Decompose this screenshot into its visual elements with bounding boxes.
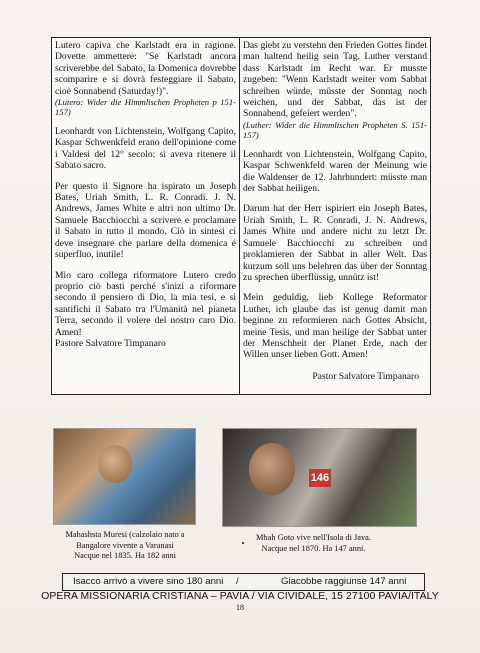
- column-divider: [239, 38, 240, 394]
- right-photo-caption: Mbah Goto vive nell'Isola di Java. Nacque nel 1870. Ha 147 anni.: [255, 533, 371, 553]
- italian-paragraph-3: Per questo il Signore ha ispirato un Joseph Bates, Uriah Smith, L. R. Conradi. J. N. Andrews, James White e altri non ultimo Dr. Samuele Bacchiocchi a scrivere e proclamare il Sabato in tutto il mondo. Ciò in sintesi ci deve insegnare che parlare della domenica é superfluo, inutile!: [55, 180, 236, 261]
- italian-paragraph-2: Leonhardt von Lichtenstein, Wolfgang Capito, Kaspar Schwenkfeld erano dell'opinione come i Valdesi del 12° secolo: si aveva ritenere il Sabato sacro.: [55, 126, 236, 172]
- footer-address: OPERA MISSIONARIA CRISTIANA – PAVIA / VIA CIVIDALE, 15 27100 PAVIA/ITALY: [41, 591, 439, 602]
- german-citation: (Luther: Wider die Himmlischen Propheten S. 151-157): [243, 119, 427, 140]
- face-shape: [98, 445, 132, 483]
- age-comparison-bar: [62, 573, 425, 591]
- italian-column: [55, 40, 236, 358]
- separator: /: [236, 576, 239, 587]
- italian-signature: Pastore Salvatore Timpanaro: [55, 337, 166, 349]
- german-paragraph-1: Das giebt zu verstehn den Frieden Gottes findet man haltend heilig sein Tag. Luther verstand dass Karlstadt im Recht war. Er musste zugeben: "Wenn Karlstadt weiter vom Sabbat schreiben würde, müsste der Sonntag noch weichen, und der Sabbat, das ist der Sonnabend, gefeiert werden". (Luther: Wider die Himmlischen Propheten S. 151-157): [243, 40, 427, 140]
- jacob-age-text: Giacobbe raggiunse 147 anni: [281, 576, 407, 587]
- isaac-age-text: Isacco arrivò a vivere sino 180 anni: [73, 576, 224, 587]
- age-badge: 146: [309, 469, 331, 487]
- left-photo-caption: Mahashsta Muresi (calzolaio nato a Bangalore vivente a Varanasi Nacque nel 1835. Ha 182 anni: [65, 530, 185, 561]
- german-column: [243, 40, 427, 391]
- photo-mahashsta-muresi: [53, 428, 196, 525]
- german-paragraph-2: Leonhardt von Lichtenstein, Wolfgang Capito, Kaspar Schwenkfeld waren der Meinung wie die Waldenser de 12. Jahrhundert: müsste man der Sabbat heiligen.: [243, 148, 427, 195]
- face-shape: [249, 443, 295, 495]
- german-signature: Pastor Salvatore Timpanaro: [312, 370, 419, 382]
- german-paragraph-4: Mein geduldig, lieb Kollege Reformator Luther, ich glaube das ist genug damit man beginne zu reformieren nach Gottes Absicht, meine Tesis, und man heilige der Sabbat unter der Menschheit der Planet Erde, nach der Willen unser lieben Gott. Amen!: [243, 292, 427, 361]
- photo-mbah-goto: [222, 428, 417, 527]
- page-number: 18: [236, 603, 244, 612]
- italian-paragraph-1: Lutero capiva che Karlstadt era in ragione. Dovette ammettere: "Se Karlstadt ancora scriverebbe del Sabato, la Domenica dovrebbe scomparire e si dovrà festeggiare il Sabato, cioè Sonnabend (Saturday!)". (Lutero: Wider die Himmlischen Propheten p 151-157): [55, 40, 236, 118]
- italian-citation: (Lutero: Wider die Himmlischen Propheten p 151-157): [55, 97, 236, 118]
- italian-paragraph-4: Mio caro collega riformatore Lutero credo proprio ciò basti perché s'inizi a riformare secondo il pensiero di Dio, la mia tesi, e si santifichi il Sabato tra l'Umanità nel pianeta Terra, secondo il volere del nostro caro Dio. Amen!: [55, 269, 236, 338]
- german-paragraph-3: Darum hat der Herr ispiriert ein Joseph Bates, Uriah Smith, L. R. Conradi, J. N. Andrews, James White und andere nicht zu letzt Dr. Samuele Bacchiocchi zu schreiben und proklamieren der Sabbat in aller Welt. Das kurzum soll uns belehren das über der Sonntag zu sprechen überflüssig, unnütz ist!: [243, 203, 427, 283]
- bilingual-text-table: [51, 37, 431, 395]
